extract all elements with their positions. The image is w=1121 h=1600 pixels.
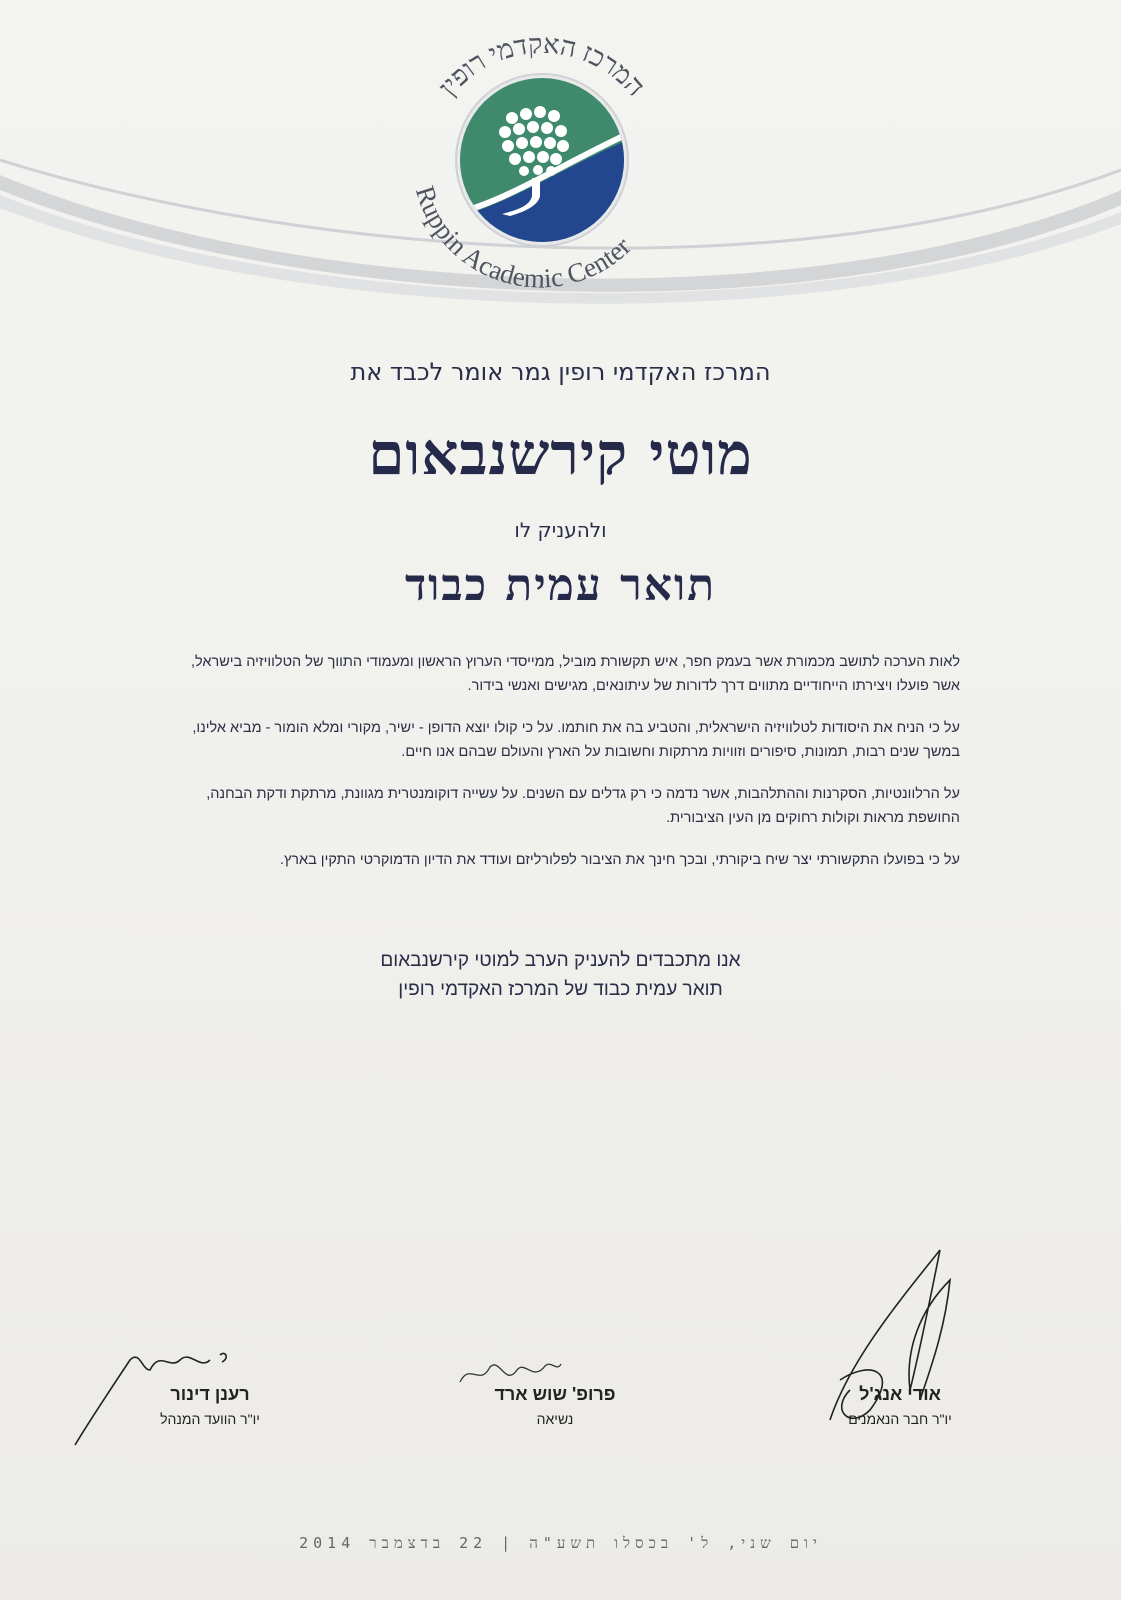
signatory-role: נשיאה xyxy=(536,1411,574,1427)
signatory-2 xyxy=(455,1384,655,1427)
signatory-name: אודי אנג'ל xyxy=(859,1384,941,1404)
signatory-1 xyxy=(820,1384,980,1427)
citation-body xyxy=(168,650,960,890)
closing-line: אנו מתכבדים להעניק הערב למוטי קירשנבאום xyxy=(380,950,741,971)
signatory-name: פרופ' שוש ארד xyxy=(494,1384,616,1404)
citation-paragraph: על כי הניח את היסודות לטלוויזיה הישראלית, והטביע בה את חותמו. על כי קולו יוצא הדופן - ישיר, מקורי ומלא הומור - מביא אלינו, במשך שנים רבות, תמונות, סיפורים וזוויות מרתקות וחשובות על הארץ והעולם שבהם אנו חיים. xyxy=(192,720,960,760)
signatory-name: רענן דינור xyxy=(170,1384,250,1404)
grant-line: ולהעניק לו xyxy=(514,518,607,542)
degree-title: תואר עמית כבוד xyxy=(404,560,717,611)
citation-paragraph: על כי בפועלו התקשורתי יצר שיח ביקורתי, ובכך חינך את הציבור לפלורליזם ועודד את הדיון הדמוקרטי התקין בארץ. xyxy=(279,852,960,868)
citation-paragraph: לאות הערכה לתושב מכמורת אשר בעמק חפר, איש תקשורת מוביל, ממייסדי הערוץ הראשון ומעמודי התווך של הטלוויזיה בישראל, אשר פועלו ויצירתו הייחודיים מתווים דרך לדורות של עיתונאים, מגישים ואנשי בידור. xyxy=(190,654,960,694)
closing-line: תואר עמית כבוד של המרכז האקדמי רופין xyxy=(398,979,723,1000)
logo-english-text: Ruppin Academic Center xyxy=(409,182,637,294)
honoree-name: מוטי קירשנבאום xyxy=(368,420,753,488)
closing-statement xyxy=(0,946,1121,1004)
ruppin-logo xyxy=(392,18,692,308)
citation-paragraph: על הרלוונטיות, הסקרנות וההתלהבות, אשר נדמה כי רק גדלים עם השנים. על עשייה דוקומנטרית מגוונת, מרתקת ודקת הבחנה, החושפת מראות וקולות רחוקים מן העין הציבורית. xyxy=(206,786,960,826)
signatory-role: יו"ר חבר הנאמנים xyxy=(848,1411,952,1427)
intro-line: המרכז האקדמי רופין גמר אומר לכבד את xyxy=(350,358,771,386)
signatory-3 xyxy=(130,1384,290,1427)
signatory-role: יו"ר הוועד המנהל xyxy=(160,1411,260,1427)
logo-hebrew-text: המרכז האקדמי רופין xyxy=(432,28,652,102)
issue-date: יום שני, ל' בכסלו תשע"ה | 22 בדצמבר 2014 xyxy=(299,1534,822,1552)
